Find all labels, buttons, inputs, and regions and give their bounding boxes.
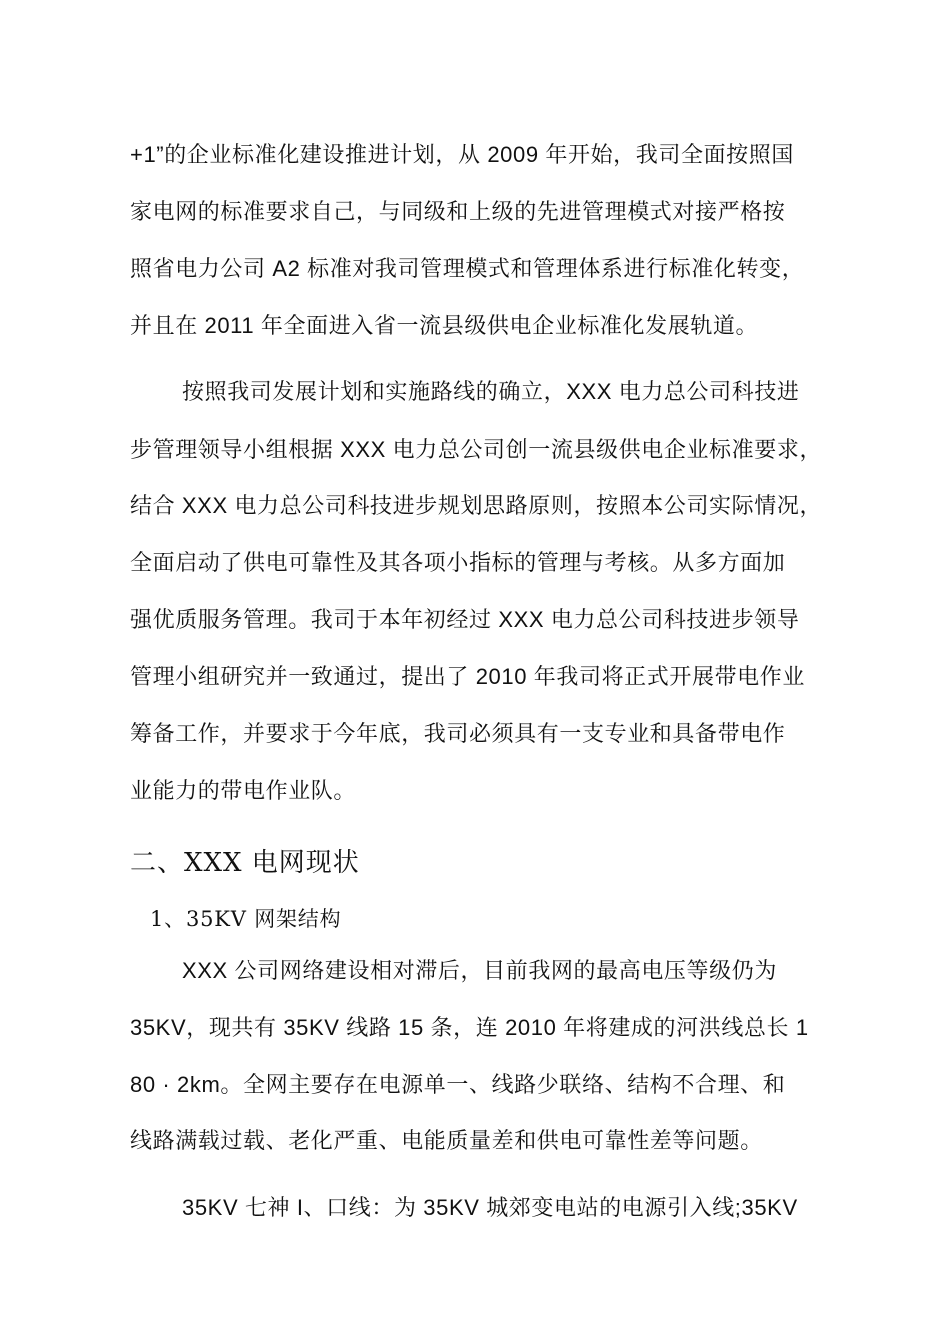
text-line: 按照我司发展计划和实施路线的确立，XXX 电力总公司科技进 <box>182 379 800 404</box>
text-line: 筹备工作，并要求于今年底，我司必须具有一支专业和具备带电作 <box>130 721 786 746</box>
text-line: 80 · 2km。全网主要存在电源单一、线路少联络、结构不合理、和 <box>130 1072 786 1097</box>
text-line: 步管理领导小组根据 XXX 电力总公司创一流县级供电企业标准要求， <box>130 437 823 462</box>
text-line: 业能力的带电作业队。 <box>130 778 357 803</box>
text-line: 家电网的标准要求自己，与同级和上级的先进管理模式对接严格按 <box>130 199 786 224</box>
text-line: +1”的企业标准化建设推进计划，从 2009 年开始，我司全面按照国 <box>130 142 794 167</box>
text-line: 线路满载过载、老化严重、电能质量差和供电可靠性差等问题。 <box>130 1128 763 1153</box>
text-line: 并且在 2011 年全面进入省一流县级供电企业标准化发展轨道。 <box>130 313 759 338</box>
text-line: 强优质服务管理。我司于本年初经过 XXX 电力总公司科技进步领导 <box>130 607 800 632</box>
text-line: 全面启动了供电可靠性及其各项小指标的管理与考核。从多方面加 <box>130 550 786 575</box>
text-line: 35KV 七神 I、口线：为 35KV 城郊变电站的电源引入线;35KV <box>182 1195 798 1220</box>
text-line: 35KV，现共有 35KV 线路 15 条，连 2010 年将建成的河洪线总长 1 <box>130 1015 809 1040</box>
text-line: 结合 XXX 电力总公司科技进步规划思路原则，按照本公司实际情况， <box>130 493 823 518</box>
section-heading: 二、XXX 电网现状 <box>130 848 360 878</box>
text-line: XXX 公司网络建设相对滞后，目前我网的最高电压等级仍为 <box>182 958 777 983</box>
subsection-heading: 1、35KV 网架结构 <box>150 907 342 931</box>
text-line: 照省电力公司 A2 标准对我司管理模式和管理体系进行标准化转变， <box>130 256 805 281</box>
text-line: 管理小组研究并一致通过，提出了 2010 年我司将正式开展带电作业 <box>130 664 805 689</box>
